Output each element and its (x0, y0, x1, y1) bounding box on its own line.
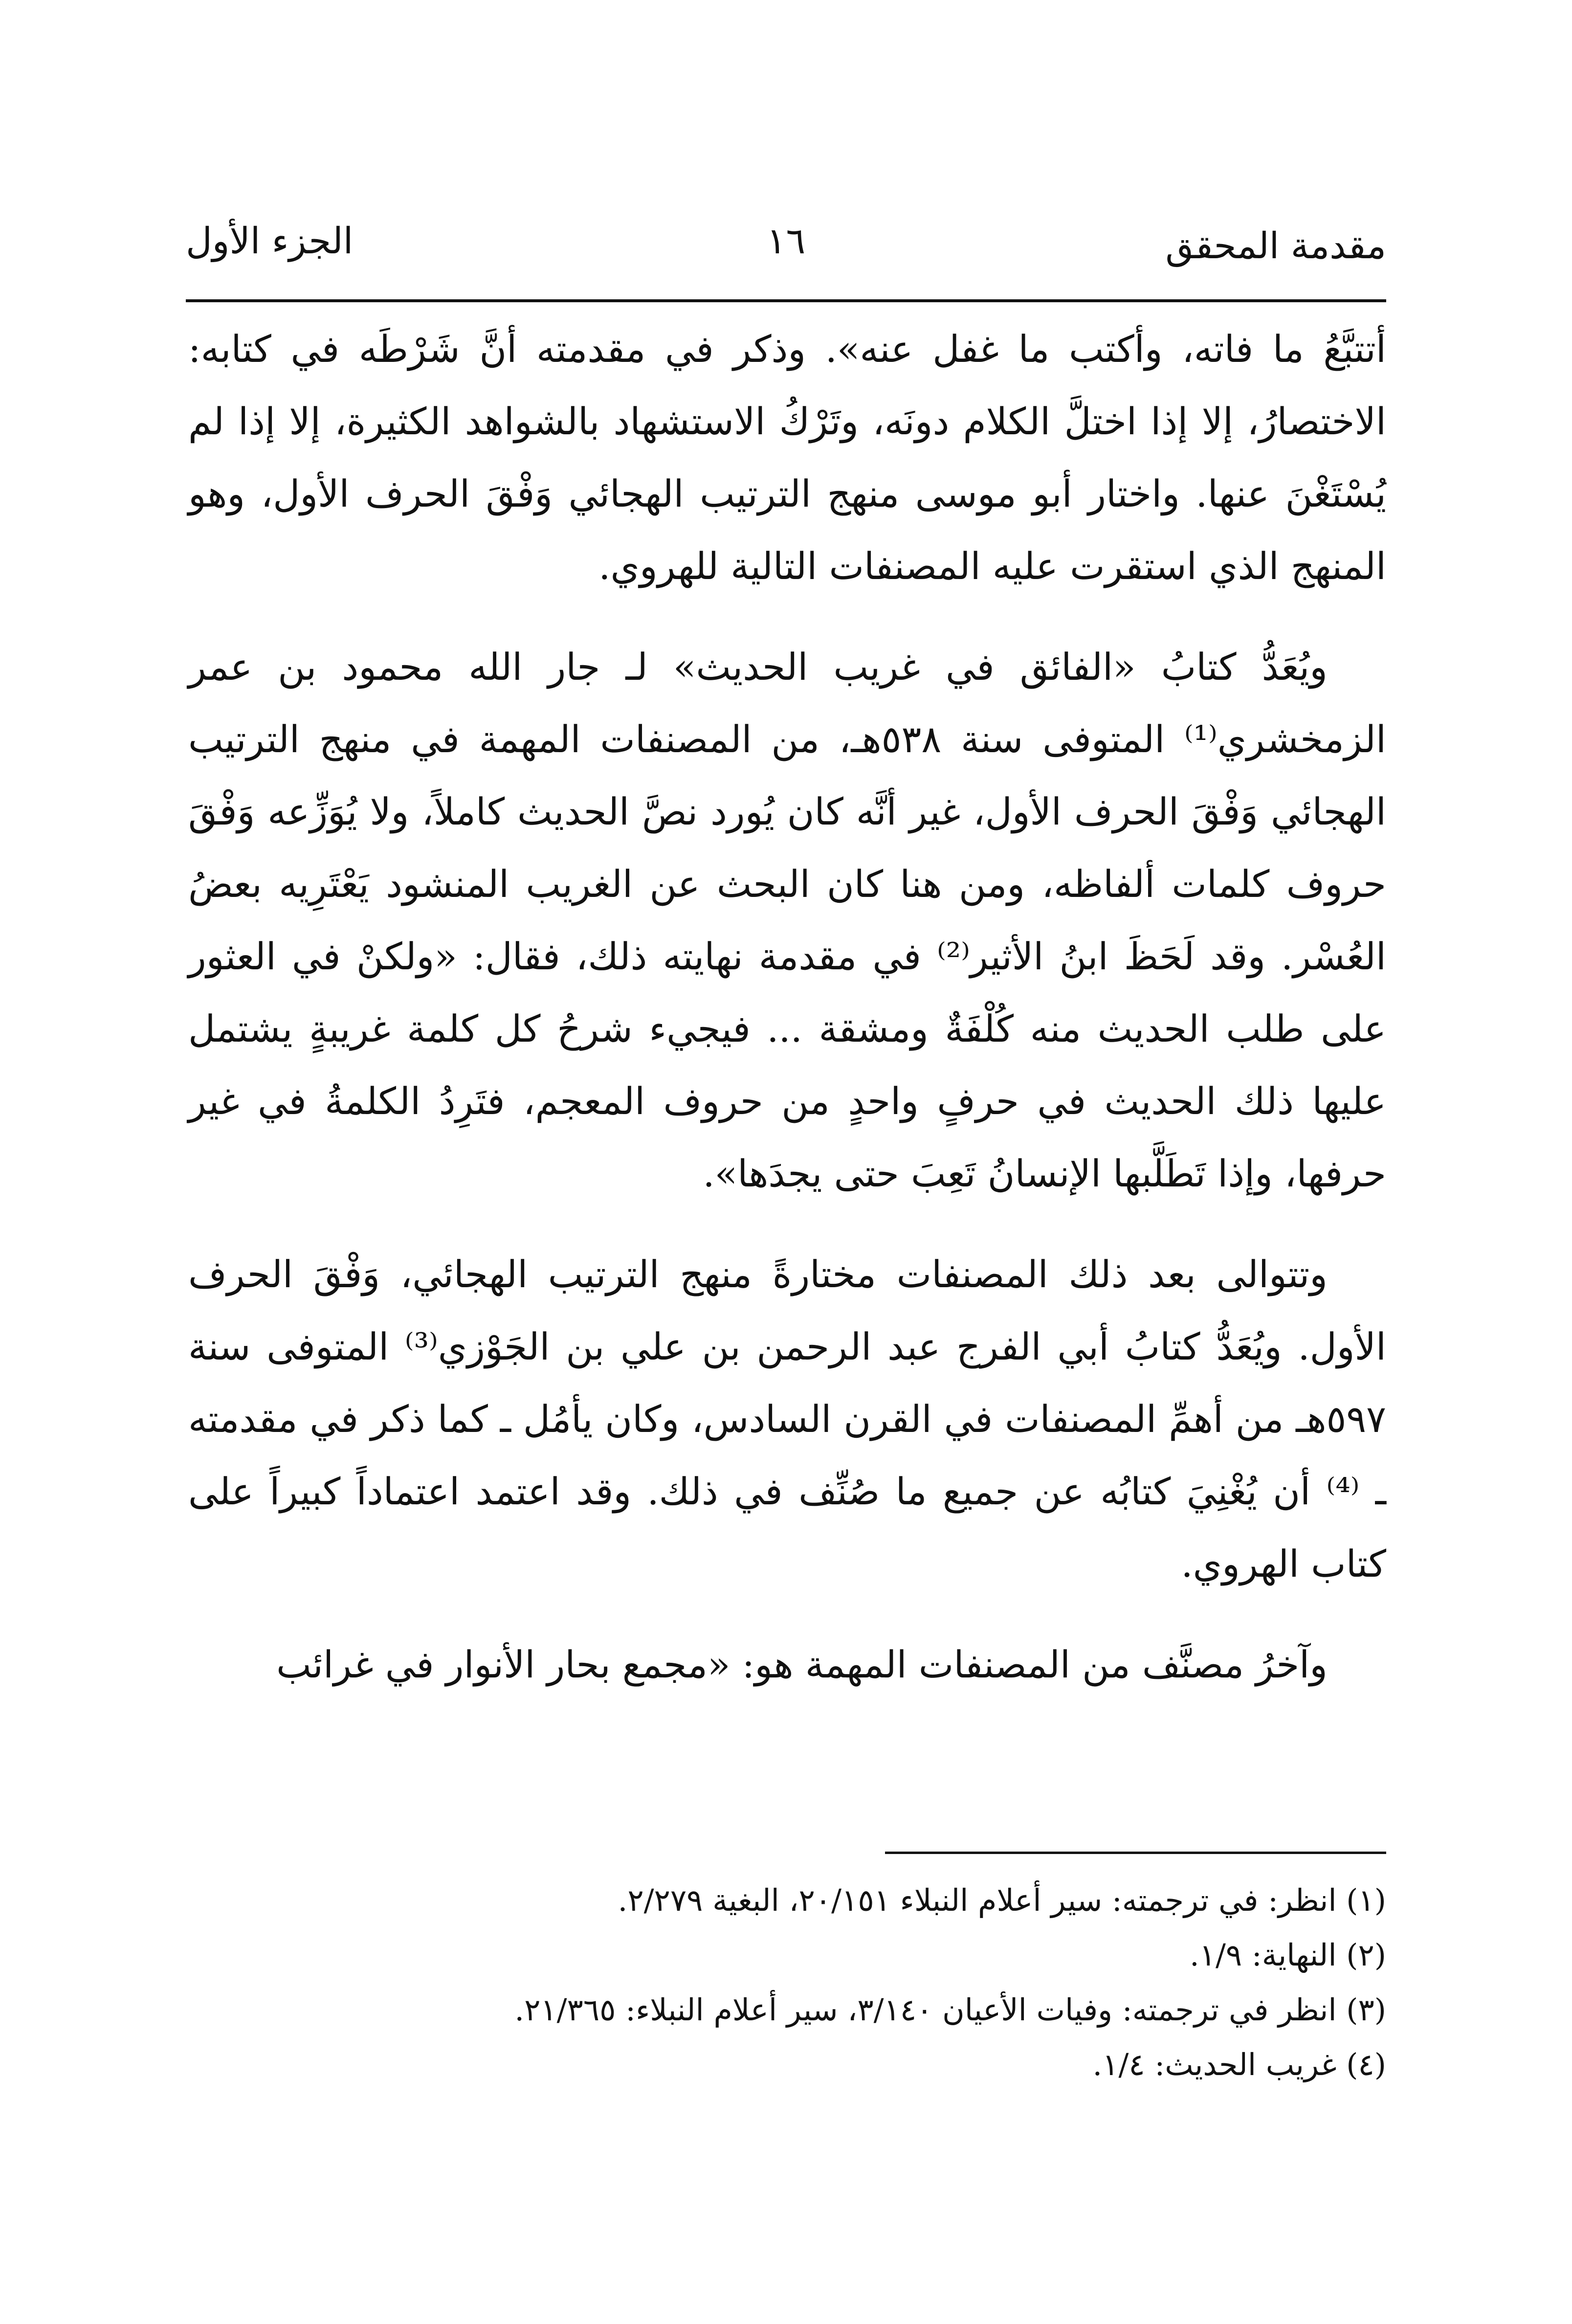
page-number: ١٦ (766, 220, 806, 262)
paragraph-1: أتتبَّعُ ما فاته، وأكتب ما غفل عنه». وذكر في مقدمته أنَّ شَرْطَه في كتابه: الاختصارُ، إلا إذا اختلَّ الكلام دونَه، وتَرْكُ الاستشهاد بالشواهد الكثيرة، إلا إذا لم يُسْتَغْنَ عنها. واختار أبو موسى منهج الترتيب الهجائي وَفْقَ الحرف الأول، وهو المنهج الذي استقرت عليه المصنفات التالية للهروي. (188, 327, 1386, 588)
paragraph-2: ويُعَدُّ كتابُ «الفائق في غريب الحديث» لـ جار الله محمود بن عمر الزمخشري⁽¹⁾ المتوفى سنة ٥٣٨هـ، من المصنفات المهمة في منهج الترتيب الهجائي وَفْقَ الحرف الأول، غير أنَّه كان يُورد نصَّ الحديث كاملاً، ولا يُوَزِّعه وَفْقَ حروف كلمات ألفاظه، ومن هنا كان البحث عن الغريب المنشود يَعْتَرِيه بعضُ العُسْر. وقد لَحَظَ ابنُ الأثير⁽²⁾ في مقدمة نهايته ذلك، فقال: «ولكنْ في العثور على طلب الحديث منه كُلْفَةٌ ومشقة ... فيجيء شرحُ كل كلمة غريبةٍ يشتمل عليها ذلك الحديث في حرفٍ واحدٍ من حروف المعجم، فتَرِدُ الكلمةُ في غير حرفها، وإذا تَطَلَّبها الإنسانُ تَعِبَ حتى يجدَها». (188, 645, 1386, 1195)
footnote-divider (885, 1852, 1386, 1854)
footnotes (188, 1873, 1386, 2092)
running-header (186, 215, 1386, 289)
volume-label: الجزء الأول (186, 220, 354, 262)
footnote-1: (١) انظر: في ترجمته: سير أعلام النبلاء ٢٠/١٥١، البغية ٢/٢٧٩. (618, 1882, 1386, 1918)
header-divider (186, 299, 1386, 302)
footnote-2: (٢) النهاية: ١/٩. (1189, 1937, 1386, 1973)
paragraph-4: وآخرُ مصنَّف من المصنفات المهمة هو: «مجمع بحار الأنوار في غرائب (276, 1643, 1328, 1686)
paragraph-3: وتتوالى بعد ذلك المصنفات مختارةً منهج الترتيب الهجائي، وَفْقَ الحرف الأول. ويُعَدُّ كتابُ أبي الفرج عبد الرحمن بن علي بن الجَوْزي⁽³⁾ المتوفى سنة ٥٩٧هـ من أهمِّ المصنفات في القرن السادس، وكان يأمُل ـ كما ذكر في مقدمته ـ ⁽⁴⁾ أن يُغْنِيَ كتابُه عن جميع ما صُنِّف في ذلك. وقد اعتمد اعتماداً كبيراً على كتاب الهروي. (188, 1252, 1387, 1586)
footnote-3: (٣) انظر في ترجمته: وفيات الأعيان ٣/١٤٠، سير أعلام النبلاء: ٢١/٣٦٥. (514, 1992, 1386, 2028)
main-text (188, 313, 1386, 1729)
footnote-4: (٤) غريب الحديث: ١/٤. (1092, 2047, 1386, 2082)
section-title: مقدمة المحقق (1165, 225, 1386, 267)
